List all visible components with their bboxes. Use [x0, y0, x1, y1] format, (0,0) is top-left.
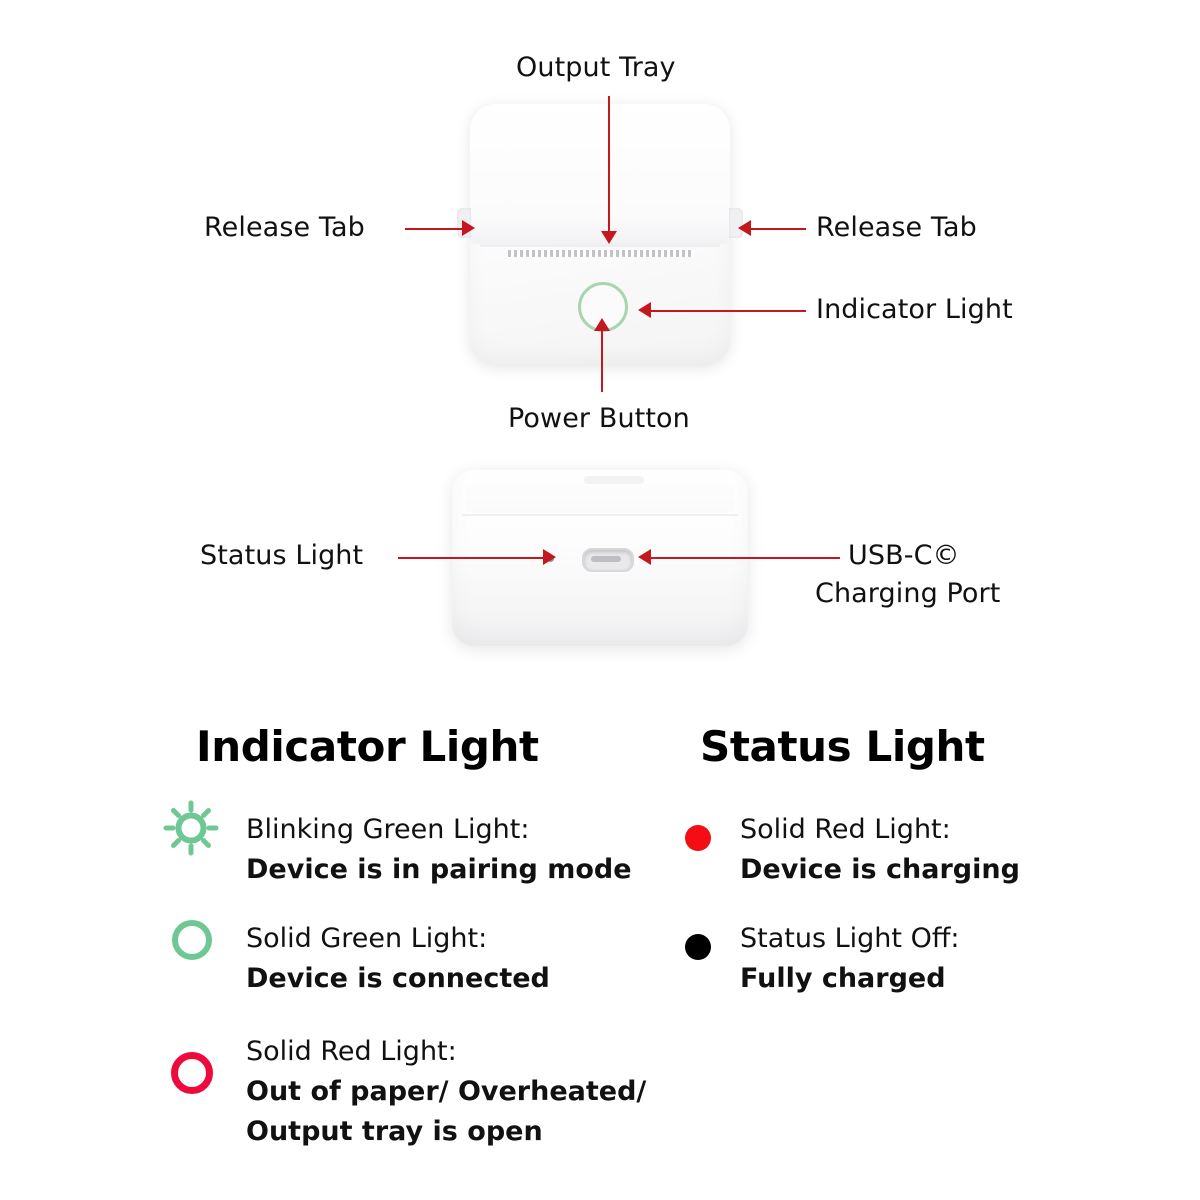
arrow-output-tray — [601, 231, 617, 244]
callout-label-usb-c-port: USB-C© — [848, 540, 960, 571]
arrow-power-button — [594, 318, 610, 331]
status-off-dot-icon — [685, 934, 711, 960]
callout-label-indicator-light: Indicator Light — [816, 294, 1013, 325]
callout-label-release-tab-right: Release Tab — [816, 212, 977, 243]
legend-state-status-red: Solid Red Light: — [740, 814, 951, 845]
callout-label-output-tray: Output Tray — [516, 52, 676, 83]
status-red-dot-icon — [685, 825, 711, 851]
usb-c-charging-port[interactable] — [582, 548, 634, 572]
legend-meaning-status-red: Device is charging — [740, 854, 1020, 885]
printer-front-edge — [462, 514, 738, 516]
legend-state-solid-red: Solid Red Light: — [246, 1036, 457, 1067]
leader-line-power-button — [601, 330, 603, 392]
blinking-green-light-icon — [163, 800, 219, 856]
arrow-usb-c-port — [638, 549, 651, 565]
legend-state-status-off: Status Light Off: — [740, 923, 960, 954]
printer-front-dimple — [584, 476, 644, 484]
printer-front-top-face — [466, 470, 734, 512]
leader-line-release-tab-right — [748, 228, 806, 230]
printer-seam — [480, 244, 720, 247]
paper-output-slot — [508, 250, 694, 257]
leader-line-release-tab-left — [405, 228, 465, 230]
callout-label-usb-c-port-line2: Charging Port — [815, 578, 1001, 609]
callout-label-power-button: Power Button — [508, 403, 690, 434]
solid-red-light-icon — [171, 1052, 213, 1094]
arrow-release-tab-left — [462, 220, 475, 236]
legend-meaning-solid-green: Device is connected — [246, 963, 550, 994]
legend-meaning-status-off: Fully charged — [740, 963, 946, 994]
leader-line-indicator-light — [648, 310, 806, 312]
arrow-status-light — [543, 549, 556, 565]
leader-line-usb-c-port — [648, 557, 840, 559]
arrow-release-tab-right — [738, 220, 751, 236]
legend-meaning-solid-red: Out of paper/ Overheated/ — [246, 1076, 647, 1107]
leader-line-output-tray — [608, 96, 610, 231]
legend-meaning-solid-red-line2: Output tray is open — [246, 1116, 543, 1147]
solid-green-light-icon — [172, 920, 212, 960]
legend-meaning-blinking-green: Device is in pairing mode — [246, 854, 632, 885]
arrow-indicator-light — [638, 302, 651, 318]
legend-title-status-light: Status Light — [700, 722, 985, 771]
legend-state-blinking-green: Blinking Green Light: — [246, 814, 530, 845]
legend-title-indicator-light: Indicator Light — [196, 722, 539, 771]
leader-line-status-light — [398, 557, 546, 559]
callout-label-status-light: Status Light — [200, 540, 364, 571]
legend-state-solid-green: Solid Green Light: — [246, 923, 488, 954]
printer-lid — [470, 104, 730, 244]
callout-label-release-tab-left: Release Tab — [204, 212, 365, 243]
